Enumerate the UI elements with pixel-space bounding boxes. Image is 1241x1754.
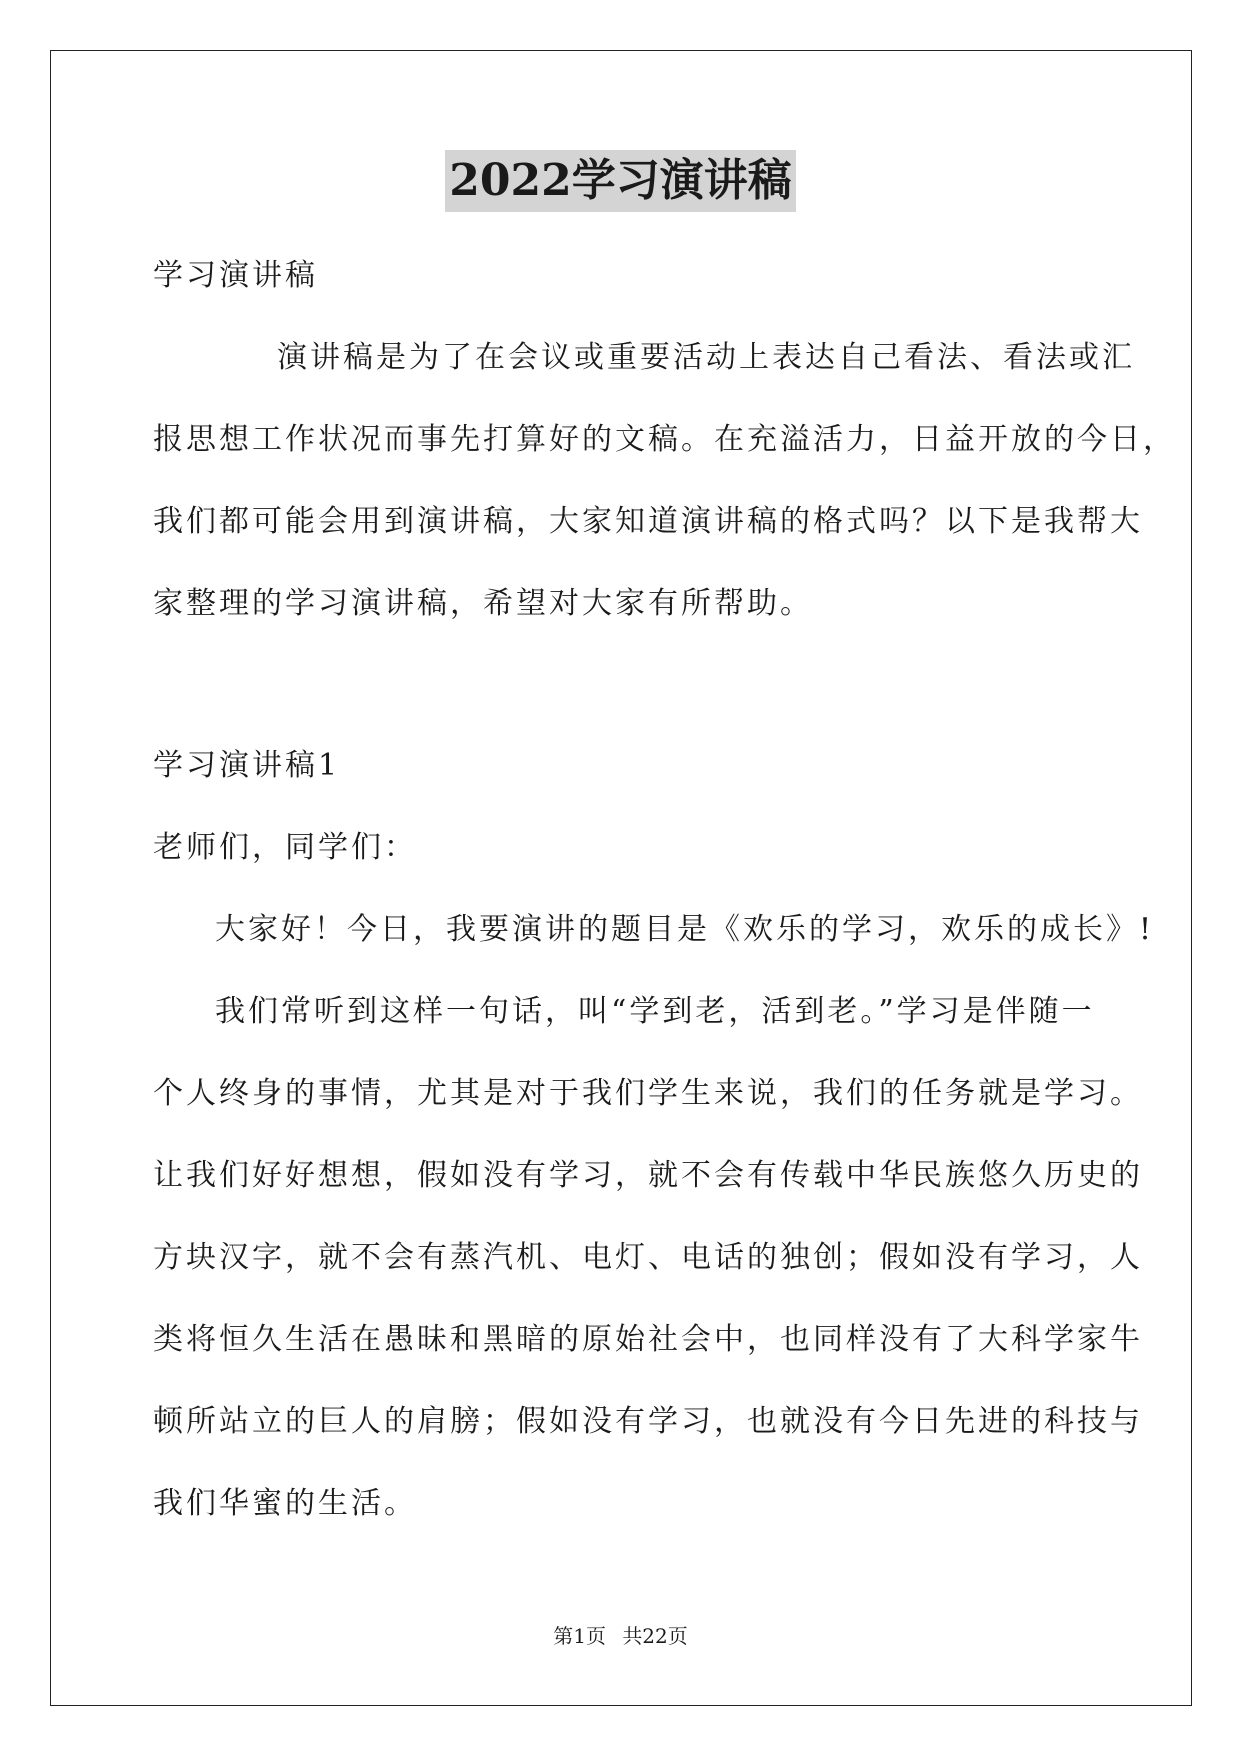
section-heading: 学习演讲稿1 [153, 748, 341, 783]
paragraph-line: 我们华蜜的生活。 [153, 1486, 417, 1521]
page-footer [0, 1620, 1241, 1652]
document-title-text: 2022学习演讲稿 [445, 150, 795, 212]
paragraph-line: 报思想工作状况而事先打算好的文稿。在充溢活力，日益开放的今日， [153, 422, 1176, 457]
paragraph-line: 我们都可能会用到演讲稿，大家知道演讲稿的格式吗？以下是我帮大 [153, 504, 1143, 539]
salutation: 老师们，同学们： [153, 830, 417, 865]
document-body [153, 235, 1176, 1545]
page-number: 第1页 [553, 1624, 606, 1648]
paragraph-line: 方块汉字，就不会有蒸汽机、电灯、电话的独创；假如没有学习，人 [153, 1240, 1143, 1275]
paragraph-spacer [153, 645, 1093, 725]
page-total: 共22页 [622, 1624, 688, 1648]
paragraph-line: 家整理的学习演讲稿，希望对大家有所帮助。 [153, 586, 813, 621]
paragraph-line: 个人终身的事情，尤其是对于我们学生来说，我们的任务就是学习。 [153, 1076, 1143, 1111]
paragraph-line: 让我们好好想想，假如没有学习，就不会有传载中华民族悠久历史的 [153, 1158, 1143, 1193]
paragraph-line: 我们常听到这样一句话，叫“学到老，活到老。”学习是伴随一 [215, 994, 1095, 1029]
document-title [0, 150, 1241, 212]
paragraph-line: 大家好！今日，我要演讲的题目是《欢乐的学习，欢乐的成长》! [215, 912, 1155, 947]
section-heading: 学习演讲稿 [153, 258, 318, 293]
paragraph-line: 演讲稿是为了在会议或重要活动上表达自己看法、看法或汇 [277, 340, 1135, 375]
paragraph-line: 顿所站立的巨人的肩膀；假如没有学习，也就没有今日先进的科技与 [153, 1404, 1143, 1439]
paragraph-line: 类将恒久生活在愚昧和黑暗的原始社会中，也同样没有了大科学家牛 [153, 1322, 1143, 1357]
